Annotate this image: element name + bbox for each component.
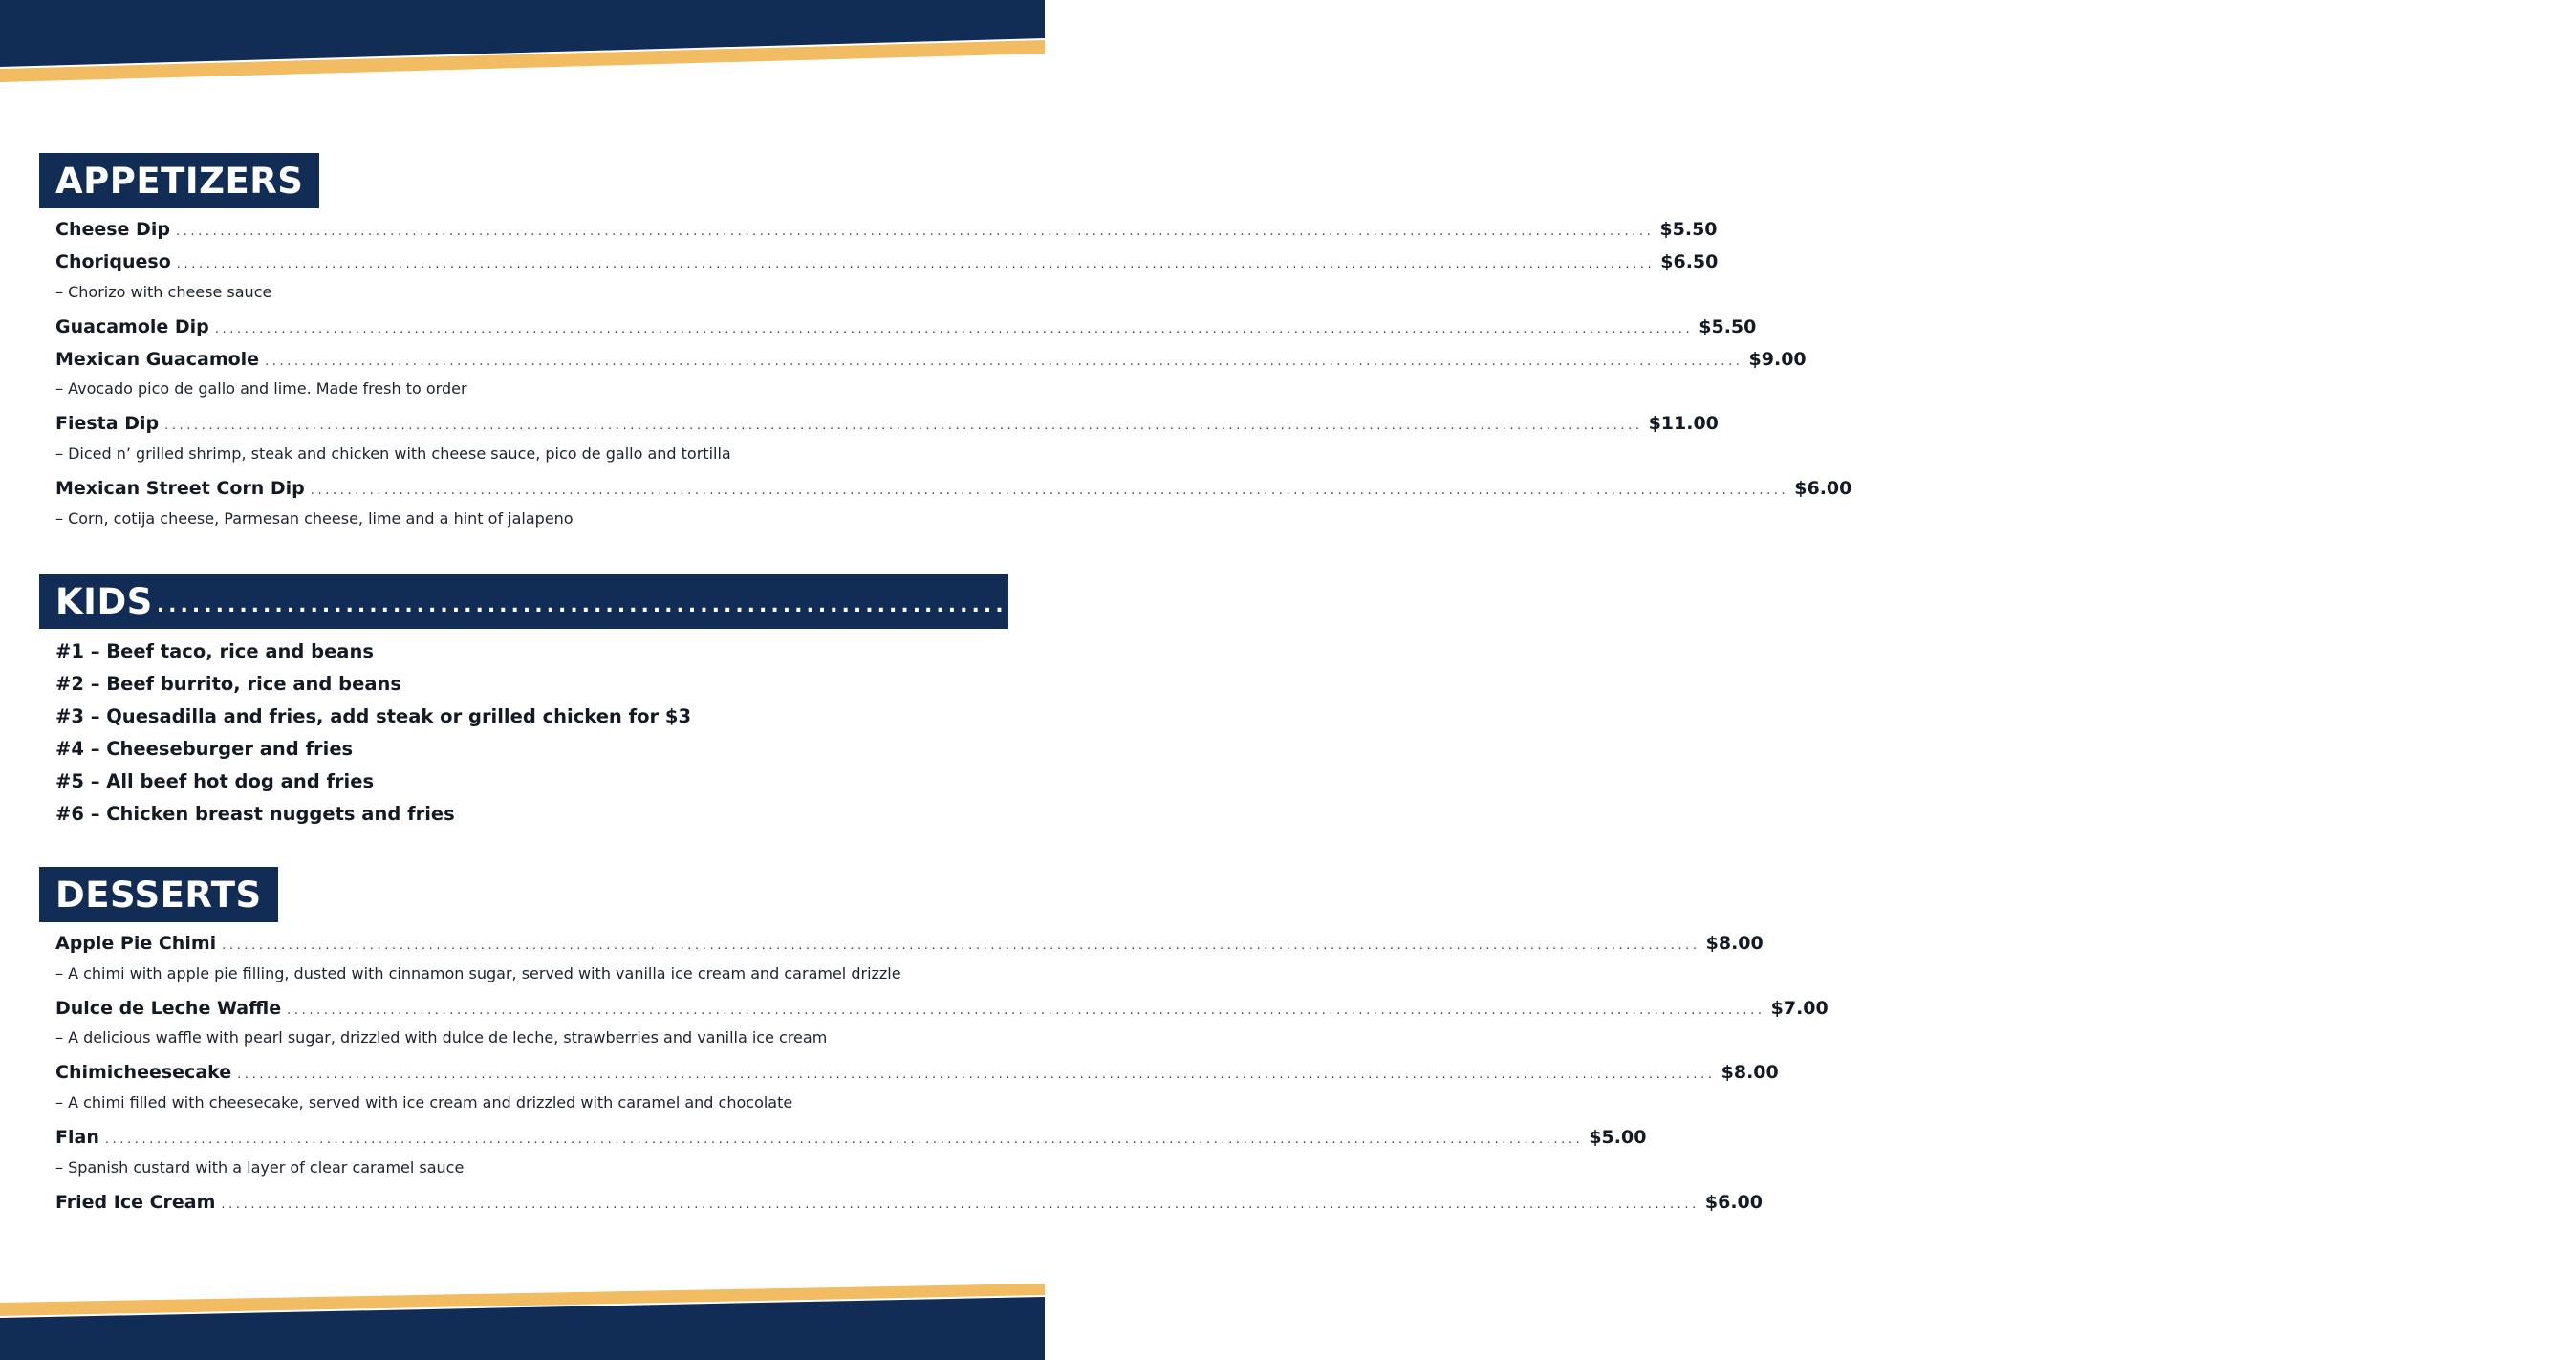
- item-description: – A chimi with apple pie filling, dusted with cinnamon sugar, served with vanilla ice cream and caramel drizzle: [55, 964, 901, 982]
- kids-meal-item: #3 – Quesadilla and fries, add steak or grilled chicken for $3: [55, 705, 692, 727]
- item-description: – Diced n’ grilled shrimp, steak and chicken with cheese sauce, pico de gallo and tortilla: [55, 444, 731, 463]
- kids-title: KIDS: [55, 581, 153, 622]
- menu-item-mexican-guacamole: [55, 349, 1807, 374]
- item-description: – A chimi filled with cheesecake, served with ice cream and drizzled with caramel and chocolate: [55, 1093, 793, 1112]
- desserts-header: [39, 867, 278, 922]
- item-name: Guacamole Dip: [55, 316, 209, 337]
- item-description: – Spanish custard with a layer of clear caramel sauce: [55, 1158, 465, 1177]
- menu-item-choriqueso: [55, 251, 1719, 276]
- dot-leader: ........................................................................................................................................................................................................: [237, 1068, 1716, 1082]
- item-description: – Chorizo with cheese sauce: [55, 283, 272, 301]
- menu-item-mexican-street-corn-dip: [55, 478, 1852, 503]
- item-description: – Avocado pico de gallo and lime. Made fresh to order: [55, 379, 467, 398]
- menu-item-cheese-dip: [55, 219, 1718, 244]
- item-name: Cheese Dip: [55, 219, 170, 240]
- kids-header: [39, 574, 2576, 629]
- menu-item-flan: [55, 1127, 1647, 1152]
- item-name: Apple Pie Chimi: [55, 933, 217, 954]
- item-price: $6.00: [1794, 478, 1852, 499]
- kids-meal-item: #1 – Beef taco, rice and beans: [55, 640, 374, 662]
- menu-item-fiesta-dip: [55, 413, 1719, 438]
- dot-leader: ........................................................................................................................................................................................................: [175, 225, 1655, 239]
- item-price: $5.50: [1659, 219, 1718, 240]
- bottom-decorative-band: [0, 1274, 1045, 1360]
- item-price: $8.00: [1705, 933, 1764, 954]
- kids-meal-item: #6 – Chicken breast nuggets and fries: [55, 803, 455, 825]
- menu-item-apple-pie-chimi: [55, 933, 1764, 958]
- menu-item-chimicheesecake: [55, 1062, 1779, 1087]
- item-price: $5.00: [1589, 1127, 1647, 1148]
- item-name: Fiesta Dip: [55, 413, 160, 434]
- item-name: Chimicheesecake: [55, 1062, 232, 1083]
- desserts-title: DESSERTS: [55, 874, 262, 916]
- item-price: $7.00: [1770, 998, 1829, 1019]
- item-price: $11.00: [1648, 413, 1719, 434]
- dot-leader: ........................................................................................................................................................................................................: [265, 355, 1743, 369]
- item-price: $9.00: [1748, 349, 1807, 370]
- dot-leader: ........................................................................................................................................................................................................: [156, 594, 2520, 617]
- item-description: – Corn, cotija cheese, Parmesan cheese, lime and a hint of jalapeno: [55, 509, 574, 528]
- item-name: Mexican Guacamole: [55, 349, 260, 370]
- item-name: Mexican Street Corn Dip: [55, 478, 305, 499]
- dot-leader: ........................................................................................................................................................................................................: [310, 484, 1789, 498]
- kids-meal-item: #4 – Cheeseburger and fries: [55, 738, 354, 760]
- menu-item-dulce-de-leche-waffle: [55, 998, 1829, 1023]
- kids-meal-item: #2 – Beef burrito, rice and beans: [55, 673, 401, 695]
- kids-price: $7.00: [2519, 591, 2576, 613]
- item-name: Dulce de Leche Waffle: [55, 998, 282, 1019]
- kids-meal-item: #5 – All beef hot dog and fries: [55, 770, 375, 792]
- item-price: $5.50: [1699, 316, 1757, 337]
- dot-leader: ........................................................................................................................................................................................................: [104, 1133, 1584, 1147]
- dot-leader: ........................................................................................................................................................................................................: [164, 419, 1643, 433]
- item-price: $6.50: [1660, 251, 1719, 272]
- item-price: $6.00: [1704, 1192, 1763, 1213]
- dot-leader: ........................................................................................................................................................................................................: [176, 257, 1656, 271]
- item-name: Fried Ice Cream: [55, 1192, 216, 1213]
- appetizers-header: [39, 153, 319, 208]
- top-decorative-band: [0, 0, 1045, 91]
- item-name: Choriqueso: [55, 251, 171, 272]
- dot-leader: ........................................................................................................................................................................................................: [287, 1004, 1765, 1018]
- item-description: – A delicious waffle with pearl sugar, drizzled with dulce de leche, strawberries and vanilla ice cream: [55, 1028, 828, 1047]
- item-name: Flan: [55, 1127, 99, 1148]
- item-price: $8.00: [1721, 1062, 1779, 1083]
- menu-item-fried-ice-cream: [55, 1192, 1763, 1217]
- appetizers-title: APPETIZERS: [55, 160, 304, 202]
- dot-leader: ........................................................................................................................................................................................................: [221, 1198, 1699, 1212]
- menu-item-guacamole-dip: [55, 316, 1757, 341]
- dot-leader: ........................................................................................................................................................................................................: [214, 322, 1694, 336]
- dot-leader: ........................................................................................................................................................................................................: [222, 939, 1700, 953]
